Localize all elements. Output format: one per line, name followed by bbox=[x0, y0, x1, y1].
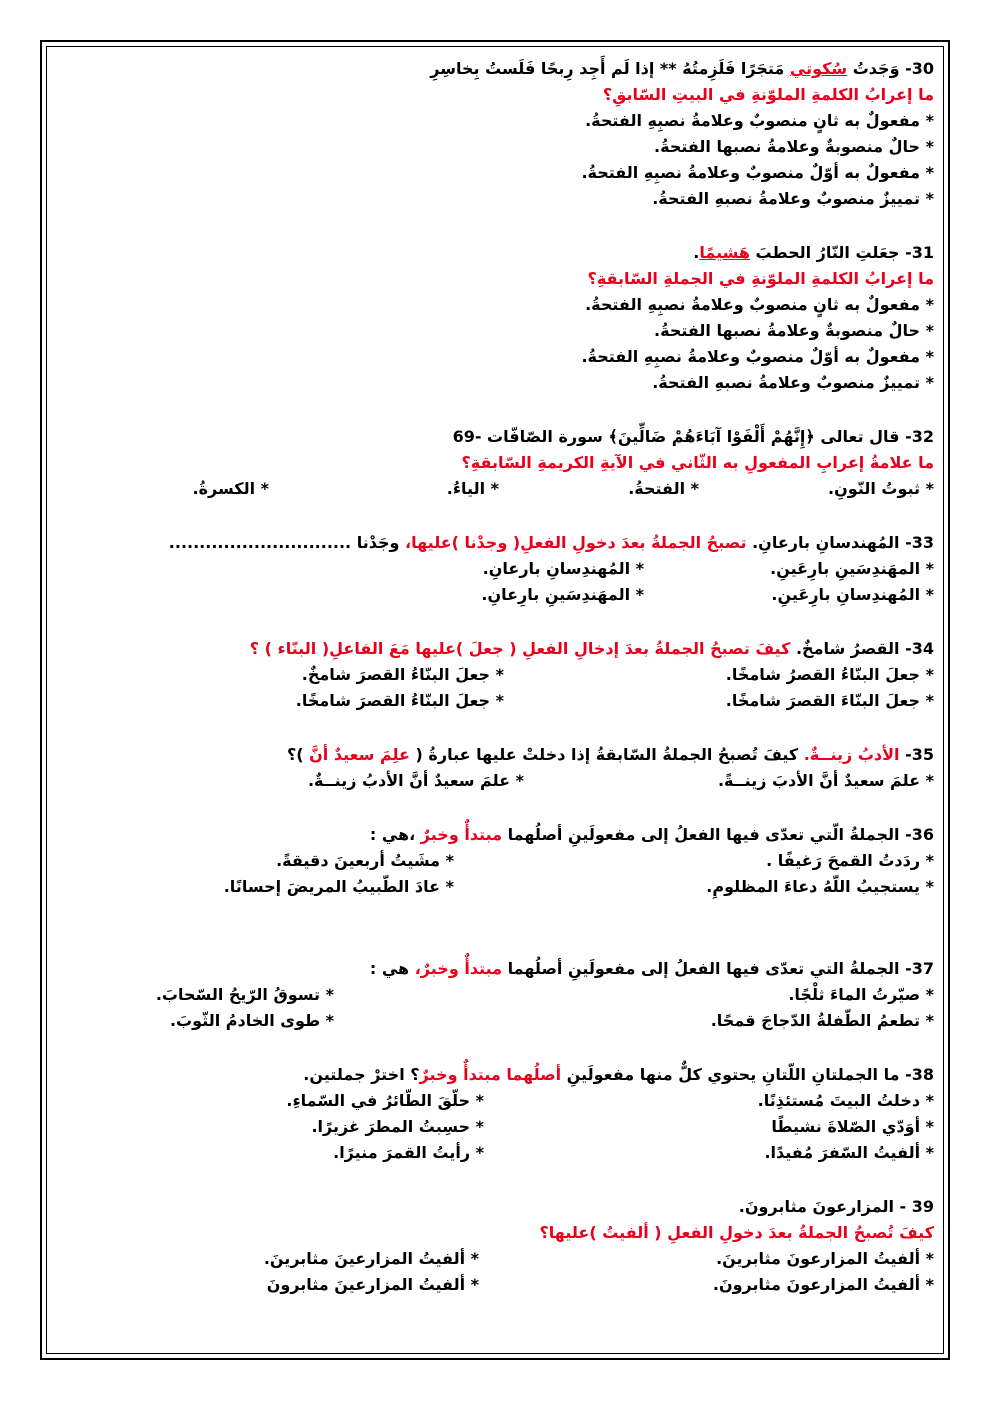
question-number: 38- bbox=[905, 1065, 934, 1084]
stem-text: وَجَدتُ bbox=[852, 59, 900, 78]
question-number: 37- bbox=[905, 959, 934, 978]
question-stem bbox=[52, 240, 934, 266]
question-number: 36- bbox=[905, 825, 934, 844]
highlighted-text: كيفَ تصبحُ الجملةُ بعدَ إدخالِ الفعلِ ( جعلَ )عليها مَعَ الفاعلِ( البنّاء ) ؟ bbox=[249, 639, 791, 658]
spacer bbox=[52, 1166, 934, 1194]
options-row bbox=[52, 982, 934, 1008]
spacer bbox=[52, 212, 934, 240]
question-stem bbox=[52, 424, 934, 450]
answer-option[interactable]: * مفعولٌ به أوّلٌ منصوبٌ وعلامةُ نصبِهِ الفتحةُ. bbox=[581, 347, 934, 366]
answer-option[interactable]: * تمييزٌ منصوبٌ وعلامةُ نصبهِ الفتحةُ. bbox=[652, 189, 934, 208]
question-number: 33- bbox=[905, 533, 934, 552]
stem-text: . bbox=[693, 243, 700, 262]
question-stem bbox=[52, 1062, 934, 1088]
question-number: 32- bbox=[905, 427, 934, 446]
stem-text: المُهندسانِ بارعانِ. bbox=[752, 533, 900, 552]
question-36 bbox=[52, 822, 934, 900]
stem-text: ؟ اخترْ جملتين. bbox=[303, 1065, 420, 1084]
answer-option[interactable]: * الياءُ. bbox=[446, 479, 499, 498]
stem-text: ما الجملتانِ اللّتانِ يحتوي كلٌّ منها مفعولَينِ bbox=[566, 1065, 900, 1084]
spacer bbox=[52, 396, 934, 424]
stem-text: ،هي : bbox=[369, 825, 416, 844]
options-row bbox=[52, 582, 934, 608]
stem-text: )؟ bbox=[286, 745, 304, 764]
question-number: 39 - bbox=[899, 1197, 934, 1216]
options-row bbox=[52, 1088, 934, 1114]
answer-option[interactable]: * ثبوتُ النّونِ. bbox=[828, 479, 934, 498]
answer-option[interactable]: * دخلتُ البيتَ مُستئذِنًا. bbox=[757, 1091, 934, 1110]
stem-text: وجَدْنا .............................. bbox=[168, 533, 400, 552]
highlighted-text: مبتدأٌ وخبرٌ bbox=[420, 825, 503, 844]
highlighted-text: الأدبُ زينــةٌ. bbox=[803, 745, 900, 764]
answer-option[interactable]: * جعلَ البنّاءُ القصرَ شامخٌ. bbox=[301, 665, 504, 684]
highlighted-word: هَشيمًا bbox=[699, 243, 750, 262]
answer-option[interactable]: * ألفيتُ المزارعونَ مثابرينَ. bbox=[716, 1249, 934, 1268]
answer-option[interactable]: * حسِبتُ المطرَ غزيرًا. bbox=[311, 1117, 484, 1136]
answer-option[interactable]: * عادَ الطّبيبُ المريضَ إحسانًا. bbox=[223, 877, 454, 896]
question-prompt: ما علامةُ إعرابِ المفعولِ به الثّاني في الآيةِ الكريمةِ السّابقةِ؟ bbox=[461, 453, 934, 472]
answer-option[interactable]: * مفعولٌ به ثانٍ منصوبٌ وعلامةُ نصبِهِ الفتحةُ. bbox=[585, 295, 934, 314]
answer-option[interactable]: * أوَدّي الصّلاةَ نشيطًا bbox=[771, 1117, 934, 1136]
question-38 bbox=[52, 1062, 934, 1166]
question-stem bbox=[52, 636, 934, 662]
question-stem bbox=[52, 822, 934, 848]
question-stem bbox=[52, 56, 934, 82]
stem-text: الجملةُ الّتي تعدّى فيها الفعلُ إلى مفعولَينِ أصلُهما bbox=[507, 825, 900, 844]
answer-option[interactable]: * تمييزٌ منصوبٌ وعلامةُ نصبهِ الفتحةُ. bbox=[652, 373, 934, 392]
answer-option[interactable]: * جعلَ البنّاءُ القصرُ شامخًا. bbox=[725, 665, 934, 684]
question-32 bbox=[52, 424, 934, 502]
options-row bbox=[52, 556, 934, 582]
question-37 bbox=[52, 956, 934, 1034]
answer-option[interactable]: * ألفيتُ السّفرَ مُفيدًا. bbox=[764, 1143, 934, 1162]
answer-option[interactable]: * جعلَ البنّاءَ القصرَ شامخًا. bbox=[725, 691, 934, 710]
answer-option[interactable]: * جعلَ البنّاءُ القصرَ شامخًا. bbox=[295, 691, 504, 710]
options-row bbox=[52, 768, 934, 794]
answer-option[interactable]: * مفعولٌ به ثانٍ منصوبٌ وعلامةُ نصبِهِ الفتحةُ. bbox=[585, 111, 934, 130]
answer-option[interactable]: * طوى الخادمُ الثّوبَ. bbox=[169, 1011, 334, 1030]
answer-option[interactable]: * مشَيتُ أربعينَ دقيقةً. bbox=[276, 851, 454, 870]
question-39 bbox=[52, 1194, 934, 1298]
question-prompt: كيفَ تُصبحُ الجملةُ بعدَ دخولِ الفعلِ ( ألفيتُ )عليها؟ bbox=[539, 1223, 934, 1242]
highlighted-text: مبتدأٌ وخبرٌ، bbox=[414, 959, 503, 978]
answer-option[interactable]: * ردَدتُ القمحَ رَغيفًا . bbox=[766, 851, 934, 870]
answer-option[interactable]: * الكسرةُ. bbox=[192, 479, 269, 498]
question-stem bbox=[52, 956, 934, 982]
question-31 bbox=[52, 240, 934, 396]
question-stem bbox=[52, 742, 934, 768]
stem-text: القصرُ شامخٌ. bbox=[795, 639, 900, 658]
stem-text: هي : bbox=[369, 959, 410, 978]
question-33 bbox=[52, 530, 934, 608]
answer-option[interactable]: * المهَندِسَينِ بارِعَينِ. bbox=[770, 559, 934, 578]
answer-option[interactable]: * المُهندِسانِ بارعانِ. bbox=[482, 559, 644, 578]
answer-option[interactable]: * حالٌ منصوبةٌ وعلامةُ نصبها الفتحةُ. bbox=[654, 321, 934, 340]
answer-option[interactable]: * علمَ سعيدٌ أنَّ الأدبَ زينــةً. bbox=[717, 771, 934, 790]
answer-option[interactable]: * ألفيتُ المزارعونَ مثابرونَ. bbox=[712, 1275, 934, 1294]
stem-text: جعَلتِ النّارُ الحطبَ bbox=[755, 243, 900, 262]
answer-option[interactable]: * المُهندِسانِ بارِعَينِ. bbox=[771, 585, 934, 604]
highlighted-text: تصبحُ الجملةُ بعدَ دخولِ الفعلِ( وجدْنا )عليها، bbox=[405, 533, 747, 552]
options-row bbox=[52, 874, 934, 900]
highlighted-text: علِمَ سعيدٌ أنَّ bbox=[309, 745, 410, 764]
answer-option[interactable]: * حلّقَ الطّائرُ في السّماءِ. bbox=[286, 1091, 484, 1110]
answer-option[interactable]: * تطعمُ الطّفلةُ الدّجاجَ قمحًا. bbox=[710, 1011, 934, 1030]
options-row bbox=[52, 476, 934, 502]
answer-option[interactable]: * ألفيتُ المزارعينَ مثابرينَ. bbox=[263, 1249, 479, 1268]
question-30 bbox=[52, 56, 934, 212]
options-row bbox=[52, 1272, 934, 1298]
options-row bbox=[52, 1140, 934, 1166]
spacer bbox=[52, 900, 934, 956]
options-row bbox=[52, 1246, 934, 1272]
answer-option[interactable]: * رأيتُ القمرَ منيرًا. bbox=[333, 1143, 484, 1162]
question-number: 30- bbox=[905, 59, 934, 78]
spacer bbox=[52, 714, 934, 742]
stem-text: قال تعالى ﴿إِنَّهُمْ أَلْفَوْا آبَاءَهُمْ ضَالِّينَ﴾ سورة الصّافّات -69 bbox=[452, 427, 900, 446]
answer-option[interactable]: * حالٌ منصوبةٌ وعلامةُ نصبها الفتحةُ. bbox=[654, 137, 934, 156]
question-stem bbox=[52, 1194, 934, 1220]
stem-text: كيفَ تُصبحُ الجملةُ السّابقةُ إذا دخلتْ عليها عبارةُ ( bbox=[415, 745, 799, 764]
question-prompt: ما إعرابُ الكلمةِ الملوّنةِ في البيتِ السّابقِ؟ bbox=[602, 85, 934, 104]
answer-option[interactable]: * يستجيبُ اللّهُ دعاءَ المظلومِ. bbox=[706, 877, 934, 896]
spacer bbox=[52, 502, 934, 530]
options-row bbox=[52, 848, 934, 874]
highlighted-word: سُكوتي bbox=[789, 59, 848, 78]
answer-option[interactable]: * تسوقُ الرّيحُ السّحابَ. bbox=[155, 985, 334, 1004]
options-row bbox=[52, 1008, 934, 1034]
question-stem bbox=[52, 530, 934, 556]
answer-option[interactable]: * ألفيتُ المزارعينَ مثابرونَ bbox=[266, 1275, 479, 1294]
question-35 bbox=[52, 742, 934, 794]
options-row bbox=[52, 1114, 934, 1140]
spacer bbox=[52, 608, 934, 636]
options-row bbox=[52, 688, 934, 714]
answer-option[interactable]: * الفتحةُ. bbox=[628, 479, 699, 498]
answer-option[interactable]: * المهَندِسَينِ بارِعانِ. bbox=[481, 585, 644, 604]
highlighted-text: أصلُهما مبتدأٌ وخبرٌ bbox=[419, 1065, 562, 1084]
question-prompt: ما إعرابُ الكلمةِ الملوّنةِ في الجملةِ السّابقةِ؟ bbox=[587, 269, 934, 288]
spacer bbox=[52, 794, 934, 822]
stem-text: المزارعونَ مثابرونَ. bbox=[738, 1197, 894, 1216]
question-34 bbox=[52, 636, 934, 714]
answer-option[interactable]: * صيّرتُ الماءَ ثلْجًا. bbox=[788, 985, 934, 1004]
answer-option[interactable]: * علمَ سعيدٌ أنَّ الأدبُ زينــةٌ. bbox=[307, 771, 524, 790]
question-number: 35- bbox=[905, 745, 934, 764]
stem-text: الجملةُ التي تعدّى فيها الفعلُ إلى مفعولَينِ أصلُهما bbox=[507, 959, 900, 978]
question-number: 31- bbox=[905, 243, 934, 262]
spacer bbox=[52, 1034, 934, 1062]
worksheet-content bbox=[52, 56, 934, 1298]
options-row bbox=[52, 662, 934, 688]
answer-option[interactable]: * مفعولٌ به أوّلٌ منصوبٌ وعلامةُ نصبِهِ الفتحةُ. bbox=[581, 163, 934, 182]
stem-text: مَتجَرًا فَلَزِمتُهُ ** إذا لَم أَجِد رِبحًا فَلَستُ بِخاسِرِ bbox=[430, 59, 785, 78]
question-number: 34- bbox=[905, 639, 934, 658]
